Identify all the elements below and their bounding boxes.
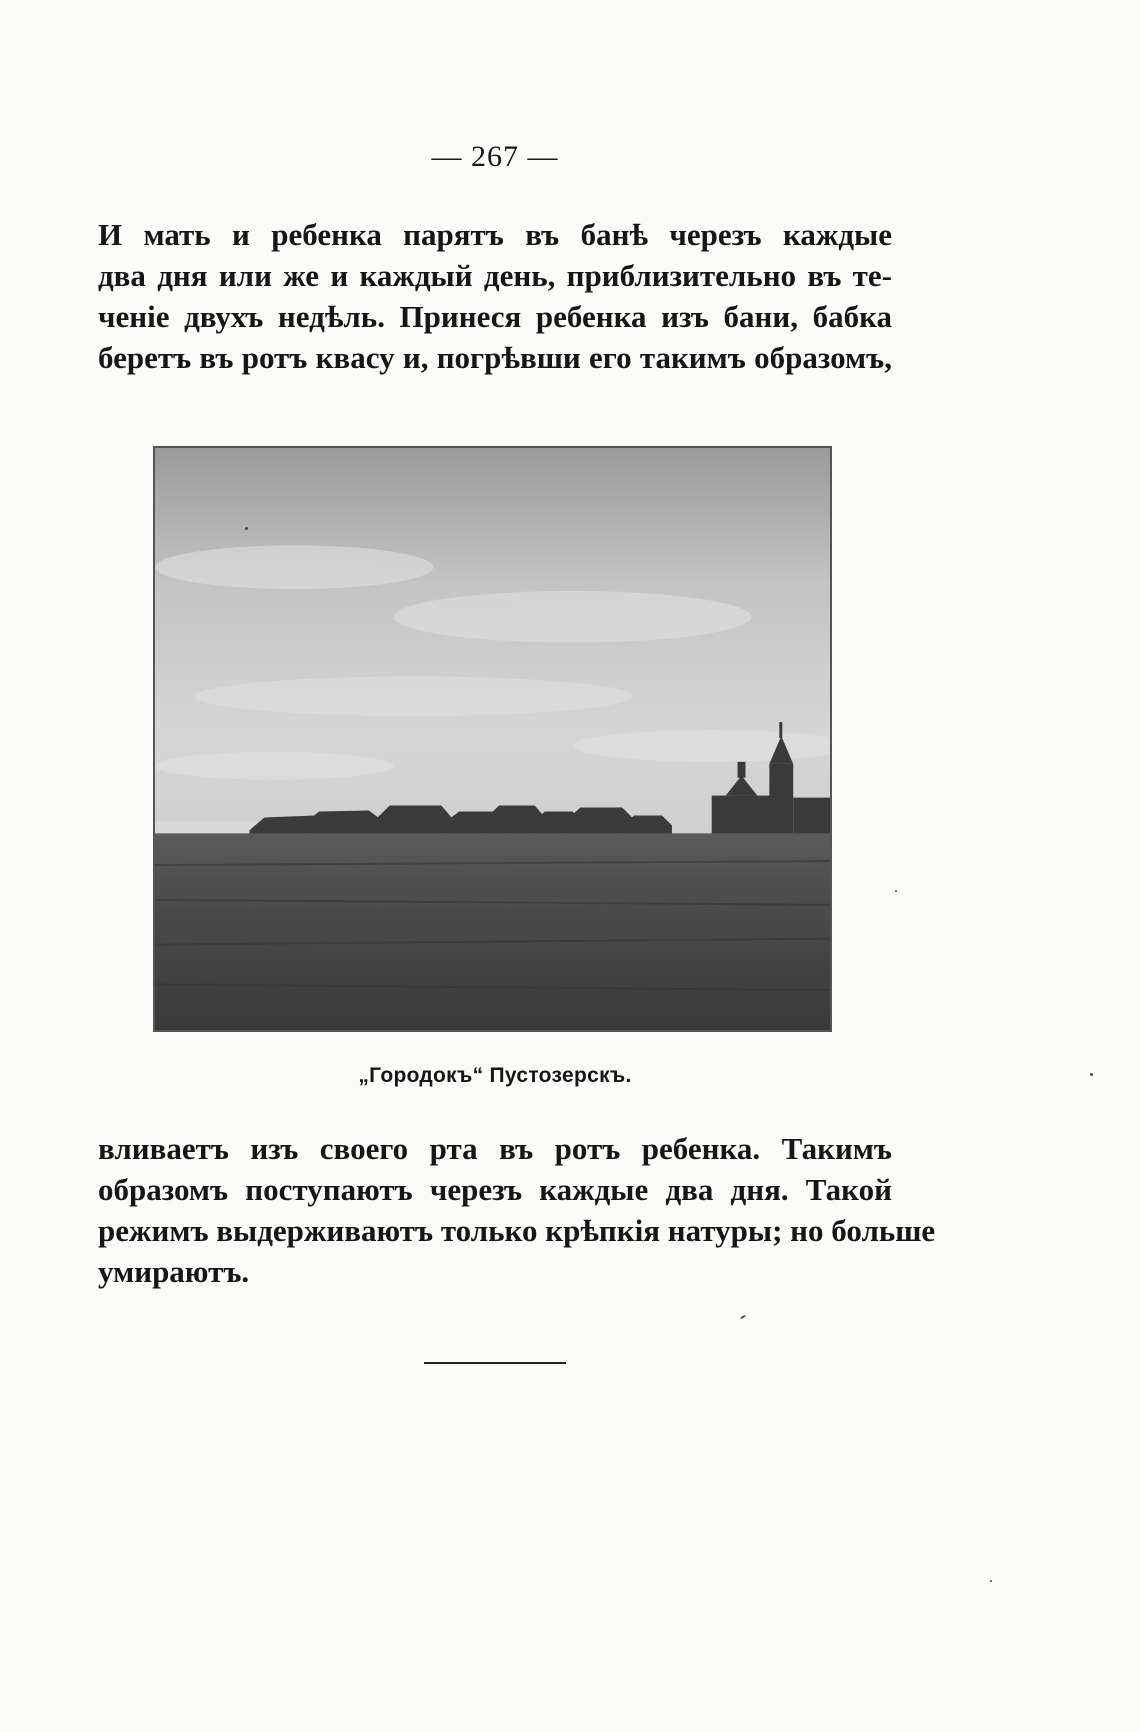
- text-line: вливаетъ изъ своего рта въ ротъ ребенка. Такимъ: [98, 1131, 892, 1166]
- top-paragraph: [98, 214, 892, 378]
- text-line: режимъ выдерживаютъ только крѣпкія натуры; но больше: [98, 1213, 936, 1248]
- photo-landscape: [155, 448, 830, 1030]
- page-number: — 267 —: [431, 140, 559, 173]
- text-line: два дня или же и каждый день, приблизительно въ те-: [98, 258, 892, 293]
- paper-speck: [895, 890, 897, 892]
- paper-speck: [740, 1315, 746, 1320]
- text-line: ченіе двухъ недѣль. Принеся ребенка изъ бани, бабка: [98, 299, 892, 334]
- text-line: беретъ въ ротъ квасу и, погрѣвши его такимъ образомъ,: [98, 340, 892, 375]
- paper-speck: [1090, 1073, 1093, 1076]
- village-photograph: [153, 446, 832, 1032]
- paper-speck: [990, 1580, 992, 1582]
- paper-speck: [245, 527, 248, 530]
- text-line: И мать и ребенка парятъ въ банѣ черезъ каждые: [98, 217, 892, 252]
- text-line: умираютъ.: [98, 1254, 250, 1289]
- bottom-paragraph: [98, 1128, 936, 1292]
- section-end-rule: [424, 1362, 566, 1364]
- figure-caption: „Городокъ“ Пустозерскъ.: [358, 1064, 632, 1087]
- text-line: образомъ поступаютъ черезъ каждые два дня. Такой: [98, 1172, 892, 1207]
